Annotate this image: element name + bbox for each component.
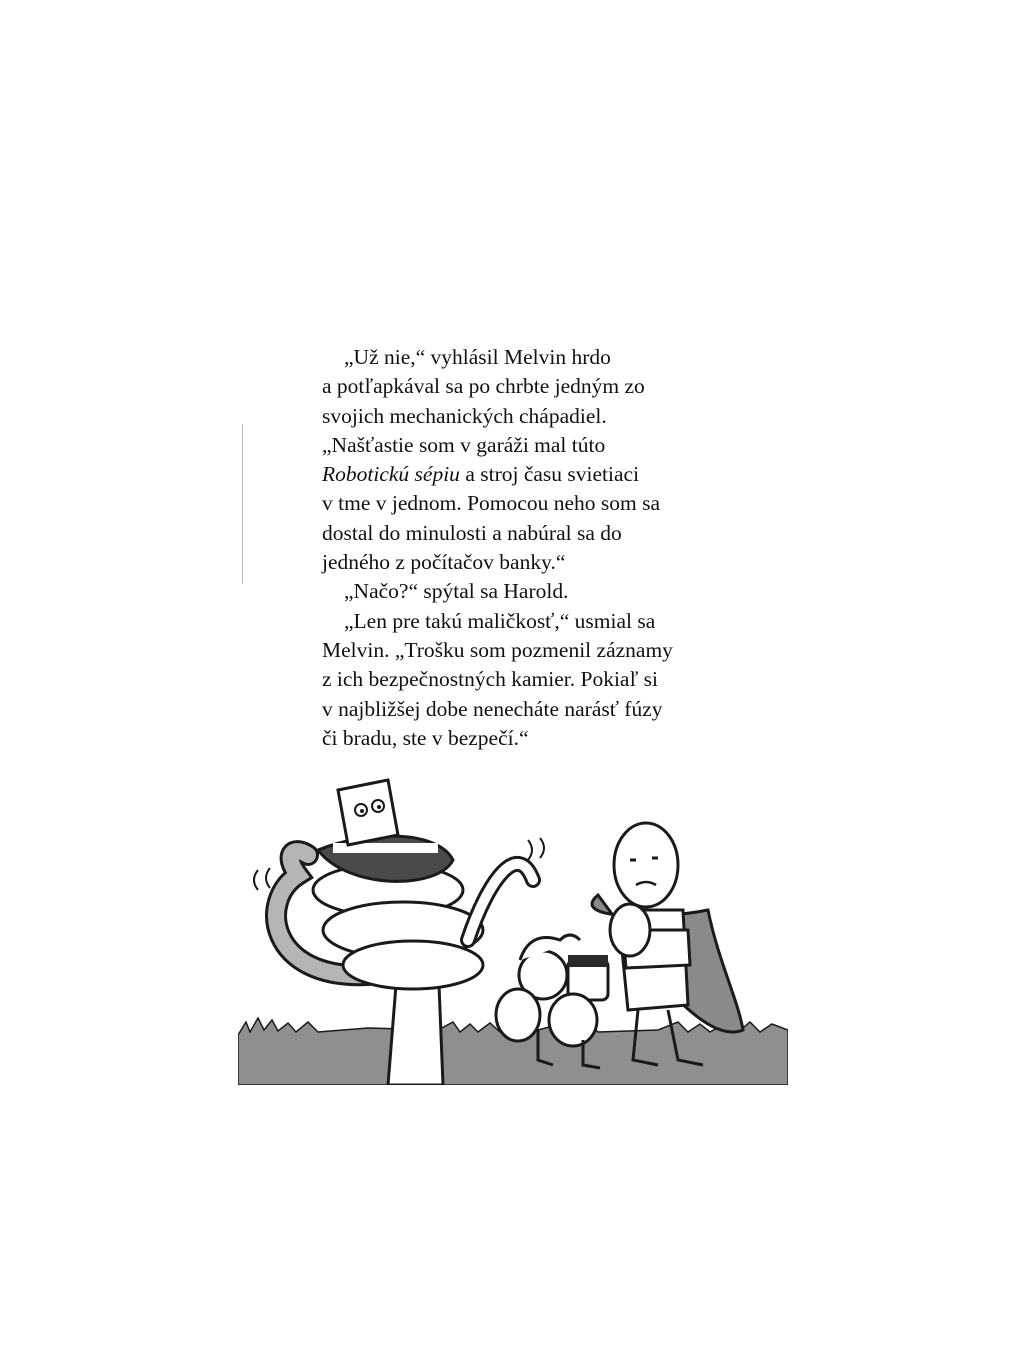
text-line-5-rest: a stroj času svietiaci — [459, 462, 640, 487]
italic-book-title: Robotickú sépiu — [322, 462, 460, 487]
story-text — [322, 343, 712, 753]
text-line-13: v najbližšej dobe nenecháte narásť fúzy — [322, 696, 663, 721]
text-line-12: z ich bezpečnostných kamier. Pokiaľ si — [322, 667, 658, 692]
captain-head — [614, 823, 678, 907]
text-line-11: Melvin. „Trošku som pozmenil záznamy — [322, 637, 673, 662]
text-line-10: „Len pre takú maličkosť,“ usmial sa — [344, 608, 656, 633]
text-line-3: svojich mechanických chápadiel. — [322, 403, 607, 428]
page-margin-line — [242, 424, 243, 584]
kid-shield-2 — [549, 994, 597, 1046]
text-line-6: v tme v jednom. Pomocou neho som sa — [322, 491, 660, 516]
kid-shield-1 — [496, 989, 540, 1041]
melvin-head — [338, 780, 398, 845]
text-line-8: jedného z počítačov banky.“ — [322, 550, 566, 575]
text-line-1: „Už nie,“ vyhlásil Melvin hrdo — [344, 345, 611, 369]
text-line-7: dostal do minulosti a nabúral sa do — [322, 520, 622, 545]
text-line-14: či bradu, ste v bezpečí.“ — [322, 725, 529, 750]
robot-body-coil-3 — [343, 941, 483, 989]
kid-shield-3 — [610, 904, 650, 956]
cartoon-illustration-icon — [238, 760, 788, 1085]
text-line-9: „Načo?“ spýtal sa Harold. — [344, 579, 569, 604]
text-line-5 — [322, 460, 712, 489]
text-line-2: a potľapkával sa po chrbte jedným zo — [322, 374, 645, 399]
text-line-4: „Našťastie som v garáži mal túto — [322, 432, 606, 457]
